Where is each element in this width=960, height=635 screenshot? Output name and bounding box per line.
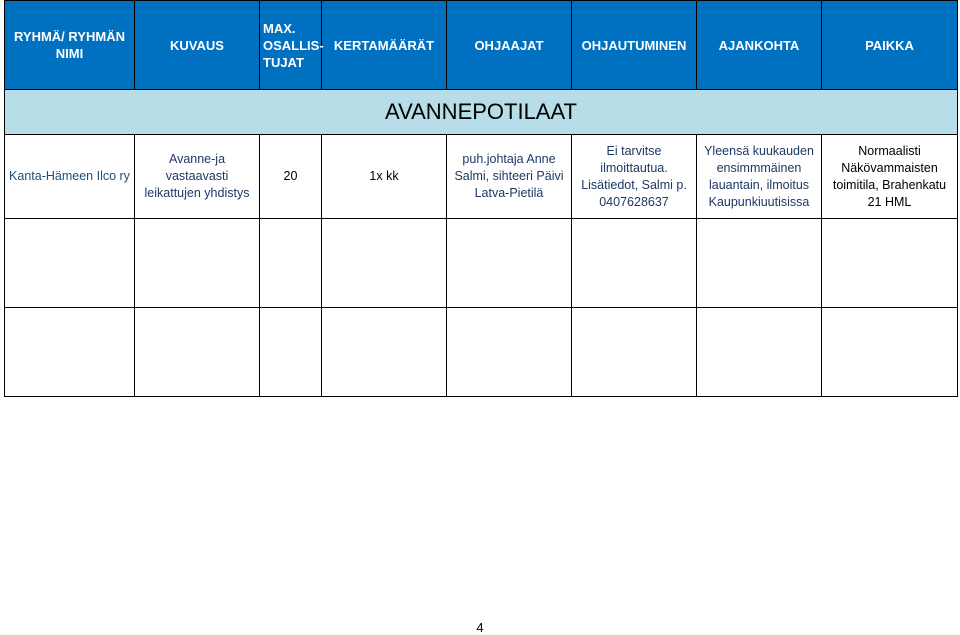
table-row-empty: [5, 308, 958, 397]
header-location: PAIKKA: [822, 1, 958, 90]
cell-registration: Ei tarvitse ilmoittautua. Lisätiedot, Salmi p. 0407628637: [572, 135, 697, 219]
empty-cell: [260, 308, 322, 397]
header-time: AJANKOHTA: [697, 1, 822, 90]
cell-location: Normaalisti Näkövammaisten toimitila, Brahenkatu 21 HML: [822, 135, 958, 219]
cell-max-participants: 20: [260, 135, 322, 219]
empty-cell: [447, 308, 572, 397]
empty-cell: [5, 219, 135, 308]
header-group-name: RYHMÄ/ RYHMÄN NIMI: [5, 1, 135, 90]
header-max-participants: MAX. OSALLIS-TUJAT: [260, 1, 322, 90]
empty-cell: [260, 219, 322, 308]
table-row: [5, 135, 958, 219]
empty-cell: [447, 219, 572, 308]
table-row-empty: [5, 219, 958, 308]
empty-cell: [135, 308, 260, 397]
empty-cell: [322, 219, 447, 308]
empty-cell: [572, 308, 697, 397]
empty-cell: [322, 308, 447, 397]
empty-cell: [822, 308, 958, 397]
section-title: AVANNEPOTILAAT: [5, 90, 958, 135]
groups-table: [4, 0, 958, 397]
header-row: [5, 1, 958, 90]
cell-time: Yleensä kuukauden ensimmmäinen lauantain, ilmoitus Kaupunkiuutisissa: [697, 135, 822, 219]
cell-instructors: puh.johtaja Anne Salmi, sihteeri Päivi Latva-Pietilä: [447, 135, 572, 219]
page-number: 4: [476, 620, 484, 635]
empty-cell: [572, 219, 697, 308]
header-frequency: KERTAMÄÄRÄT: [322, 1, 447, 90]
header-instructors: OHJAAJAT: [447, 1, 572, 90]
empty-cell: [697, 219, 822, 308]
cell-group-name: Kanta-Hämeen Ilco ry: [5, 135, 135, 219]
empty-cell: [697, 308, 822, 397]
cell-frequency: 1x kk: [322, 135, 447, 219]
empty-cell: [135, 219, 260, 308]
header-description: KUVAUS: [135, 1, 260, 90]
empty-cell: [822, 219, 958, 308]
empty-cell: [5, 308, 135, 397]
header-registration: OHJAUTUMINEN: [572, 1, 697, 90]
cell-description: Avanne-ja vastaavasti leikattujen yhdistys: [135, 135, 260, 219]
section-row: [5, 90, 958, 135]
